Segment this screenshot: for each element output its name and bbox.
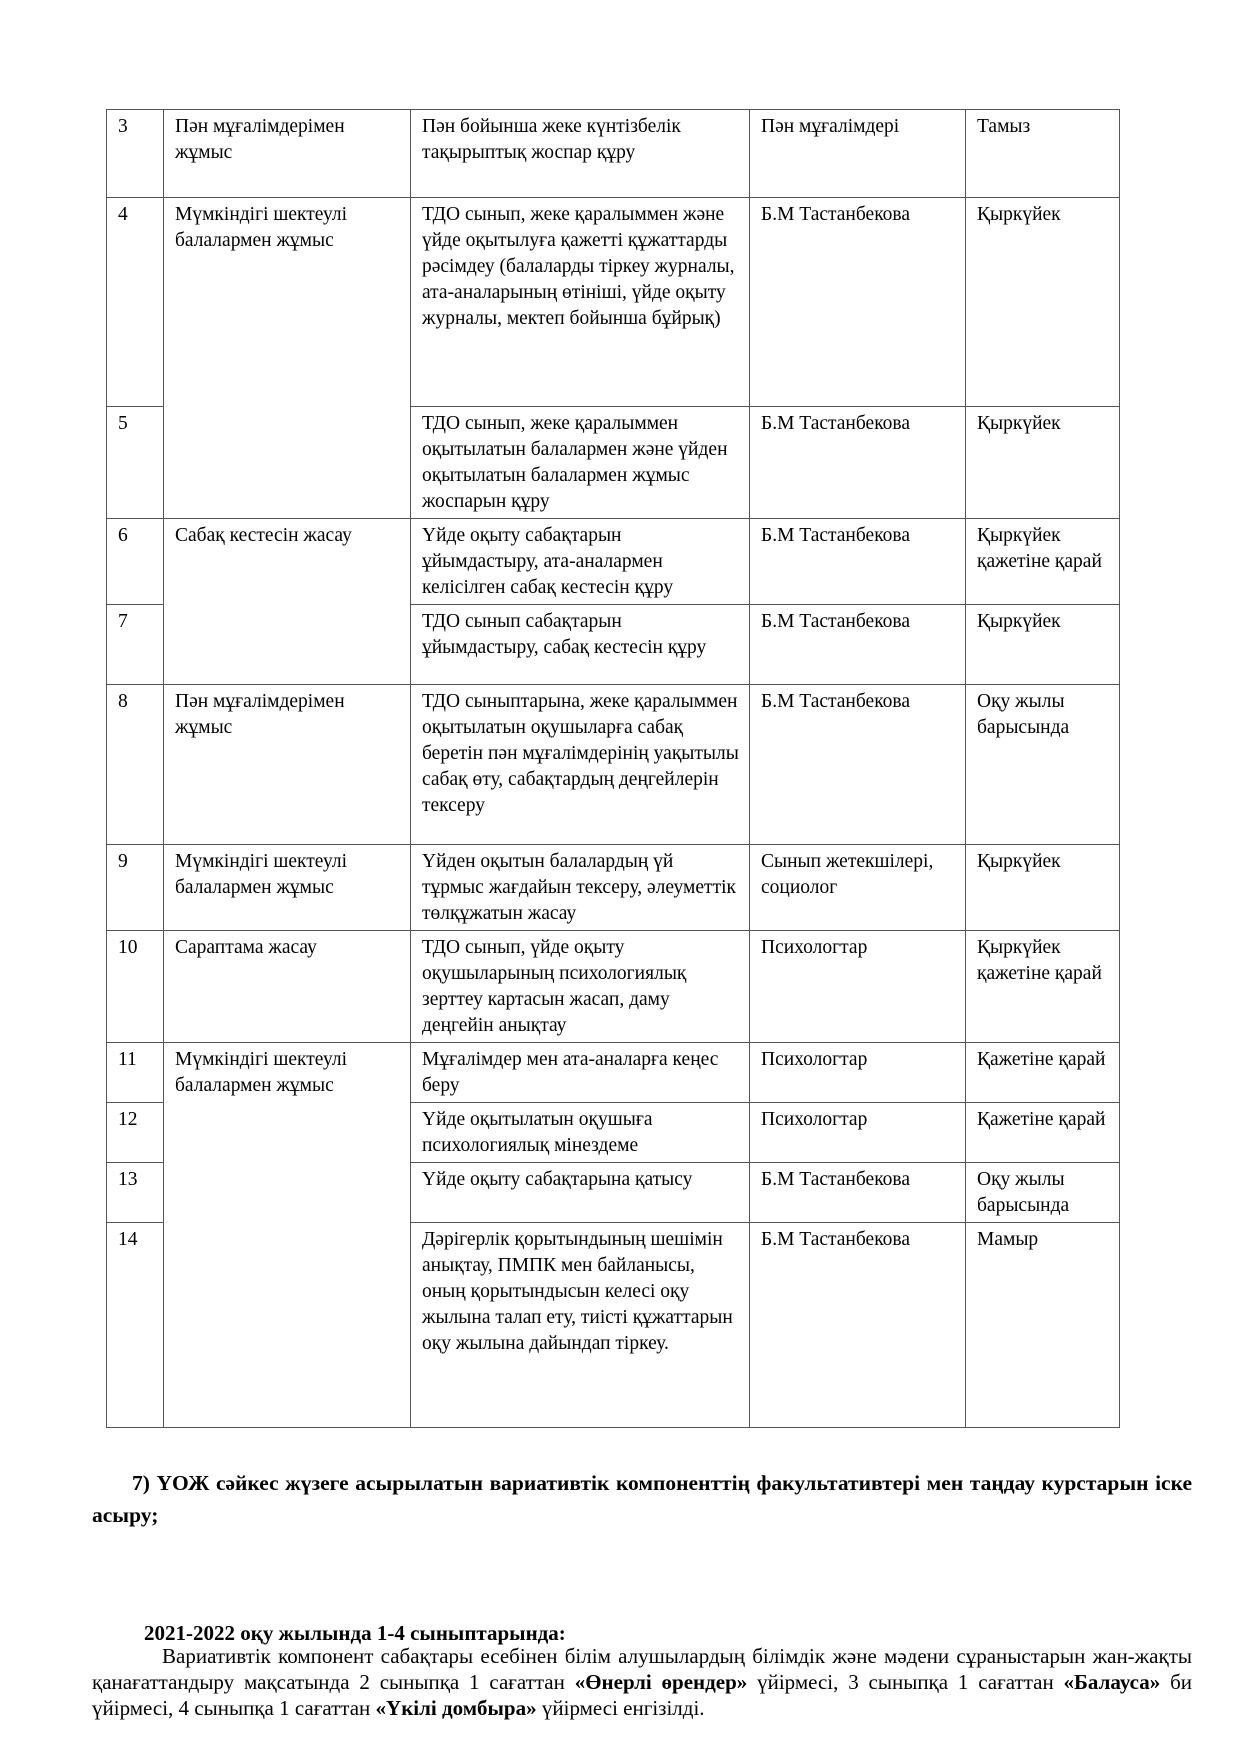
task-cell: Үйде оқыту сабақтарын ұйымдастыру, ата-аналармен келісілген сабақ кестесін құру [411,519,750,605]
deadline-cell: Қажетіне қарай [966,1103,1120,1163]
deadline-cell: Қыркүйек [966,605,1120,685]
section-heading: 7) ҮОЖ сәйкес жүзеге асырылатын вариативтік компоненттің факультативтері мен таңдау курстарын іске асыру; [92,1471,1192,1527]
deadline-cell: Қыркүйек [966,845,1120,931]
row-number: 5 [107,407,164,519]
task-cell: Үйден оқытын балалардың үй тұрмыс жағдайын тексеру, әлеуметтік төлқұжатын жасау [411,845,750,931]
responsible-cell: Б.М Тастанбекова [750,605,966,685]
task-cell: ТДО сынып, жеке қаралыммен оқытылатын балалармен және үйден оқытылатын балалармен жұмыс жоспарын құру [411,407,750,519]
paragraph-text: үйірмесі, 3 сыныпқа 1 сағаттан [747,1670,1064,1694]
table-row [107,685,1120,845]
table-row [107,845,1120,931]
table-row [107,1043,1120,1103]
task-cell: Үйде оқыту сабақтарына қатысу [411,1163,750,1223]
deadline-cell: Оқу жылы барысында [966,685,1120,845]
paragraph-text: Вариативтік компонент сабақтары есебінен білім алушылардың білімдік және мәдени сұраныстарын жан-жақты қанағаттандыру мақсатында 2 сыныпқа 1 сағаттан [92,1644,1192,1694]
deadline-cell: Қыркүйек қажетіне қарай [966,519,1120,605]
row-number: 11 [107,1043,164,1103]
activity-cell: Сараптама жасау [164,931,411,1043]
responsible-cell: Б.М Тастанбекова [750,1223,966,1428]
paragraph-text: үйірмесі енгізілді. [536,1696,705,1720]
task-cell: Дәрігерлік қорытындының шешімін анықтау, ПМПК мен байланысы, оның қорытындысын келесі оқу жылына талап ету, тиісті құжаттарын оқу жылына дайындап тіркеу. [411,1223,750,1428]
row-number: 6 [107,519,164,605]
deadline-cell: Оқу жылы барысында [966,1163,1120,1223]
activity-cell: Сабақ кестесін жасау [164,519,411,685]
activity-cell: Мүмкіндігі шектеулі балалармен жұмыс [164,1043,411,1428]
task-cell: Үйде оқытылатын оқушыға психологиялық мінездеме [411,1103,750,1163]
club-name: «Балауса» [1063,1670,1161,1694]
table-row [107,931,1120,1043]
club-name: «Өнерлі өрендер» [574,1670,748,1694]
row-number: 9 [107,845,164,931]
row-number: 8 [107,685,164,845]
row-number: 12 [107,1103,164,1163]
deadline-cell: Мамыр [966,1223,1120,1428]
body-paragraph [92,1643,1192,1721]
task-cell: ТДО сынып, жеке қаралыммен және үйде оқытылуға қажетті құжаттарды рәсімдеу (балаларды тіркеу журналы, ата-аналарының өтініші, үйде оқыту журналы, мектеп бойынша бұйрық) [411,198,750,407]
activity-cell: Мүмкіндігі шектеулі балалармен жұмыс [164,845,411,931]
row-number: 14 [107,1223,164,1428]
responsible-cell: Б.М Тастанбекова [750,519,966,605]
academic-year-title: 2021-2022 оқу жылында 1-4 сыныптарында: [144,1621,566,1645]
deadline-cell: Қажетіне қарай [966,1043,1120,1103]
task-cell: Пән бойынша жеке күнтізбелік тақырыптық жоспар құру [411,110,750,198]
table-row [107,519,1120,605]
task-cell: ТДО сынып, үйде оқыту оқушыларының психологиялық зерттеу картасын жасап, даму деңгейін анықтау [411,931,750,1043]
row-number: 13 [107,1163,164,1223]
deadline-cell: Қыркүйек қажетіне қарай [966,931,1120,1043]
responsible-cell: Пән мұғалімдері [750,110,966,198]
club-name: «Үкілі домбыра» [375,1696,537,1720]
activity-cell: Пән мұғалімдерімен жұмыс [164,685,411,845]
responsible-cell: Психологтар [750,1043,966,1103]
task-cell: ТДО сыныптарына, жеке қаралыммен оқытылатын оқушыларға сабақ беретін пән мұғалімдерінің уақытылы сабақ өту, сабақтардың деңгейлерін тексеру [411,685,750,845]
responsible-cell: Б.М Тастанбекова [750,685,966,845]
responsible-cell: Сынып жетекшілері, социолог [750,845,966,931]
deadline-cell: Қыркүйек [966,407,1120,519]
task-cell: ТДО сынып сабақтарын ұйымдастыру, сабақ кестесін құру [411,605,750,685]
responsible-cell: Психологтар [750,1103,966,1163]
deadline-cell: Қыркүйек [966,198,1120,407]
activity-plan-table [106,109,1120,1428]
deadline-cell: Тамыз [966,110,1120,198]
row-number: 3 [107,110,164,198]
row-number: 10 [107,931,164,1043]
activity-cell: Мүмкіндігі шектеулі балалармен жұмыс [164,198,411,519]
table-row [107,110,1120,198]
row-number: 4 [107,198,164,407]
responsible-cell: Б.М Тастанбекова [750,1163,966,1223]
activity-cell: Пән мұғалімдерімен жұмыс [164,110,411,198]
paragraph-text: би үйірмесі, 4 сыныпқа 1 сағаттан [92,1670,1193,1720]
responsible-cell: Б.М Тастанбекова [750,198,966,407]
responsible-cell: Б.М Тастанбекова [750,407,966,519]
table-row [107,198,1120,407]
row-number: 7 [107,605,164,685]
responsible-cell: Психологтар [750,931,966,1043]
task-cell: Мұғалімдер мен ата-аналарға кеңес беру [411,1043,750,1103]
